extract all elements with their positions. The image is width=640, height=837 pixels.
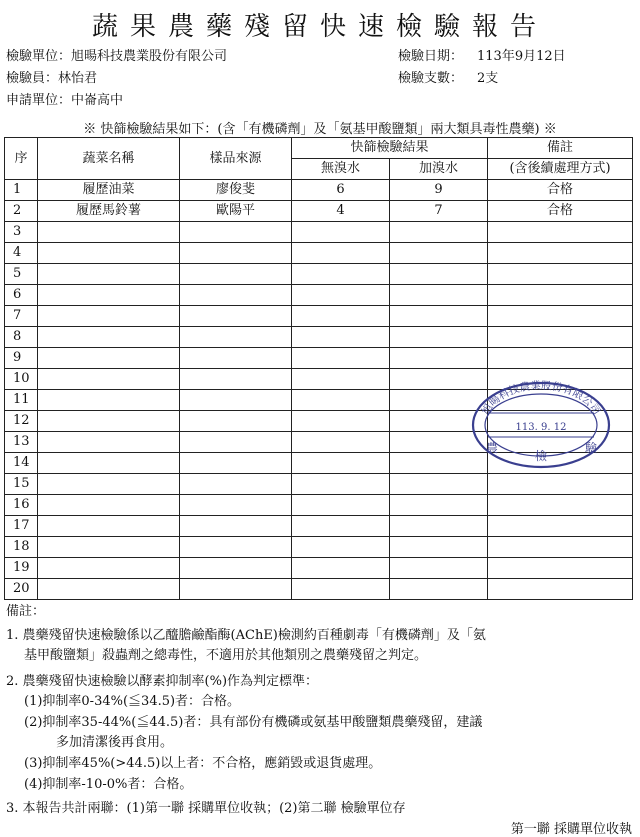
row-vegetable-name xyxy=(38,453,180,474)
header-result: 快篩檢驗結果 xyxy=(292,138,488,159)
row-sample-source xyxy=(180,495,292,516)
row-remark xyxy=(488,495,633,516)
row-with-water xyxy=(390,264,488,285)
row-seq: 12 xyxy=(5,411,38,432)
row-sample-source xyxy=(180,516,292,537)
table-row xyxy=(5,264,633,285)
row-seq: 13 xyxy=(5,432,38,453)
date-label: 檢驗日期： xyxy=(398,49,464,64)
row-no-water xyxy=(292,264,390,285)
row-with-water xyxy=(390,348,488,369)
row-no-water: 6 xyxy=(292,180,390,201)
row-sample-source xyxy=(180,432,292,453)
unit-label: 檢驗單位： xyxy=(6,49,72,64)
row-sample-source xyxy=(180,222,292,243)
row-vegetable-name: 履歷馬鈴薯 xyxy=(38,201,180,222)
row-with-water xyxy=(390,327,488,348)
unit-value: 旭暘科技農業股份有限公司 xyxy=(71,49,228,64)
row-no-water xyxy=(292,411,390,432)
row-vegetable-name xyxy=(38,558,180,579)
date-info xyxy=(398,45,566,64)
row-vegetable-name xyxy=(38,537,180,558)
row-vegetable-name xyxy=(38,306,180,327)
header-source: 樣品來源 xyxy=(180,138,292,180)
count-info xyxy=(398,67,498,86)
row-sample-source xyxy=(180,558,292,579)
table-row xyxy=(5,306,633,327)
header-seq: 序 xyxy=(5,138,38,180)
row-no-water xyxy=(292,495,390,516)
stamp-bottom-char: 檢 xyxy=(534,449,548,463)
note-2-item-1: (1)抑制率0-34%(≦34.5)者：合格。 xyxy=(24,694,241,709)
row-vegetable-name xyxy=(38,474,180,495)
row-no-water xyxy=(292,537,390,558)
table-row xyxy=(5,537,633,558)
table-row xyxy=(5,579,633,600)
row-seq: 2 xyxy=(5,201,38,222)
row-remark xyxy=(488,285,633,306)
row-sample-source xyxy=(180,390,292,411)
row-sample-source xyxy=(180,327,292,348)
header-no-water: 無溴水 xyxy=(292,159,390,180)
stamp-left-char: 農 xyxy=(485,441,499,455)
row-with-water xyxy=(390,474,488,495)
applicant-info xyxy=(6,89,123,108)
inspection-stamp xyxy=(470,380,612,470)
note-2-item-4: (4)抑制率-10-0%者：合格。 xyxy=(24,777,193,792)
row-seq: 1 xyxy=(5,180,38,201)
note-1-line-2: 基甲酸鹽類」殺蟲劑之總毒性，不適用於其他類別之農藥殘留之判定。 xyxy=(24,648,428,663)
row-remark xyxy=(488,348,633,369)
row-remark xyxy=(488,516,633,537)
row-remark xyxy=(488,264,633,285)
row-sample-source xyxy=(180,306,292,327)
row-vegetable-name xyxy=(38,369,180,390)
header-name: 蔬菜名稱 xyxy=(38,138,180,180)
row-seq: 14 xyxy=(5,453,38,474)
note-2-item-2-line-2: 多加清潔後再食用。 xyxy=(56,735,174,750)
row-no-water xyxy=(292,285,390,306)
row-seq: 15 xyxy=(5,474,38,495)
row-no-water xyxy=(292,474,390,495)
notes-heading: 備註： xyxy=(6,604,46,619)
row-with-water xyxy=(390,495,488,516)
date-value: 113年9月12日 xyxy=(477,49,566,64)
row-with-water xyxy=(390,579,488,600)
applicant-label: 申請單位： xyxy=(6,93,72,108)
row-with-water xyxy=(390,222,488,243)
row-vegetable-name: 履歷油菜 xyxy=(38,180,180,201)
inspector-label: 檢驗員： xyxy=(6,71,59,86)
table-row xyxy=(5,495,633,516)
inspector-info xyxy=(6,67,97,86)
row-no-water xyxy=(292,516,390,537)
row-no-water xyxy=(292,390,390,411)
row-remark xyxy=(488,243,633,264)
row-sample-source xyxy=(180,264,292,285)
row-remark xyxy=(488,306,633,327)
row-sample-source xyxy=(180,348,292,369)
table-row xyxy=(5,222,633,243)
unit-info xyxy=(6,45,227,64)
count-label: 檢驗支數： xyxy=(398,71,464,86)
row-sample-source xyxy=(180,243,292,264)
row-no-water xyxy=(292,222,390,243)
row-with-water xyxy=(390,516,488,537)
row-vegetable-name xyxy=(38,390,180,411)
inspector-value: 林怡君 xyxy=(58,71,98,86)
stamp-org-text: 旭暘科技農業股份有限公司 xyxy=(479,380,603,418)
count-value: 2支 xyxy=(477,71,499,86)
header-with-water: 加溴水 xyxy=(390,159,488,180)
row-with-water xyxy=(390,306,488,327)
row-vegetable-name xyxy=(38,264,180,285)
row-vegetable-name xyxy=(38,432,180,453)
row-remark xyxy=(488,537,633,558)
row-no-water xyxy=(292,432,390,453)
table-row xyxy=(5,180,633,201)
table-row xyxy=(5,285,633,306)
row-sample-source xyxy=(180,579,292,600)
note-2: 2. 農藥殘留快速檢驗以酵素抑制率(%)作為判定標準： xyxy=(6,674,319,689)
row-with-water: 7 xyxy=(390,201,488,222)
report-title: 蔬果農藥殘留快速檢驗報告 xyxy=(91,12,548,42)
row-no-water: 4 xyxy=(292,201,390,222)
row-seq: 20 xyxy=(5,579,38,600)
row-seq: 19 xyxy=(5,558,38,579)
results-table xyxy=(4,137,633,600)
row-seq: 6 xyxy=(5,285,38,306)
row-sample-source xyxy=(180,369,292,390)
row-vegetable-name xyxy=(38,222,180,243)
row-seq: 4 xyxy=(5,243,38,264)
row-vegetable-name xyxy=(38,327,180,348)
row-no-water xyxy=(292,558,390,579)
row-seq: 16 xyxy=(5,495,38,516)
table-row xyxy=(5,516,633,537)
row-sample-source xyxy=(180,474,292,495)
row-remark xyxy=(488,327,633,348)
row-with-water: 9 xyxy=(390,180,488,201)
row-remark xyxy=(488,579,633,600)
row-remark xyxy=(488,474,633,495)
note-2-item-2-line-1: (2)抑制率35-44%(≦44.5)者：具有部份有機磷或氨基甲酸鹽類農藥殘留，建議 xyxy=(24,715,483,730)
row-sample-source xyxy=(180,453,292,474)
table-row xyxy=(5,201,633,222)
table-row xyxy=(5,558,633,579)
applicant-value: 中崙高中 xyxy=(71,93,124,108)
row-with-water xyxy=(390,537,488,558)
table-row xyxy=(5,327,633,348)
row-no-water xyxy=(292,369,390,390)
row-seq: 7 xyxy=(5,306,38,327)
row-sample-source: 歐陽平 xyxy=(180,201,292,222)
table-row xyxy=(5,243,633,264)
header-remark: 備註 xyxy=(488,138,633,159)
note-1-line-1: 1. 農藥殘留快速檢驗係以乙醯膽鹼酯酶(AChE)檢測約百種劇毒「有機磷劑」及「氨 xyxy=(6,628,486,643)
row-seq: 8 xyxy=(5,327,38,348)
row-no-water xyxy=(292,306,390,327)
row-vegetable-name xyxy=(38,579,180,600)
row-seq: 3 xyxy=(5,222,38,243)
row-remark xyxy=(488,558,633,579)
row-vegetable-name xyxy=(38,516,180,537)
row-no-water xyxy=(292,453,390,474)
row-with-water xyxy=(390,243,488,264)
row-sample-source: 廖俊斐 xyxy=(180,180,292,201)
row-no-water xyxy=(292,243,390,264)
row-seq: 9 xyxy=(5,348,38,369)
row-remark: 合格 xyxy=(488,180,633,201)
row-seq: 18 xyxy=(5,537,38,558)
row-sample-source xyxy=(180,411,292,432)
row-no-water xyxy=(292,327,390,348)
row-vegetable-name xyxy=(38,495,180,516)
row-no-water xyxy=(292,348,390,369)
row-seq: 10 xyxy=(5,369,38,390)
table-row xyxy=(5,348,633,369)
row-sample-source xyxy=(180,285,292,306)
row-seq: 5 xyxy=(5,264,38,285)
row-with-water xyxy=(390,285,488,306)
row-vegetable-name xyxy=(38,243,180,264)
row-vegetable-name xyxy=(38,411,180,432)
row-no-water xyxy=(292,579,390,600)
note-2-item-3: (3)抑制率45%(>44.5)以上者：不合格，應銷毀或退貨處理。 xyxy=(24,756,382,771)
stamp-right-char: 驗 xyxy=(584,441,598,455)
row-remark: 合格 xyxy=(488,201,633,222)
row-sample-source xyxy=(180,537,292,558)
row-vegetable-name xyxy=(38,285,180,306)
result-notice: ※ 快篩檢驗結果如下：(含「有機磷劑」及「氨基甲酸鹽類」兩大類具毒性農藥) ※ xyxy=(83,122,557,137)
row-with-water xyxy=(390,558,488,579)
table-row xyxy=(5,474,633,495)
stamp-date: 113. 9. 12 xyxy=(515,422,567,433)
row-remark xyxy=(488,222,633,243)
note-3: 3. 本報告共計兩聯：(1)第一聯 採購單位收執；(2)第二聯 檢驗單位存 xyxy=(6,801,406,816)
copy-footer: 第一聯 採購單位收執 xyxy=(510,822,632,837)
row-seq: 17 xyxy=(5,516,38,537)
header-remark-sub: (含後續處理方式) xyxy=(488,159,633,180)
row-seq: 11 xyxy=(5,390,38,411)
row-vegetable-name xyxy=(38,348,180,369)
